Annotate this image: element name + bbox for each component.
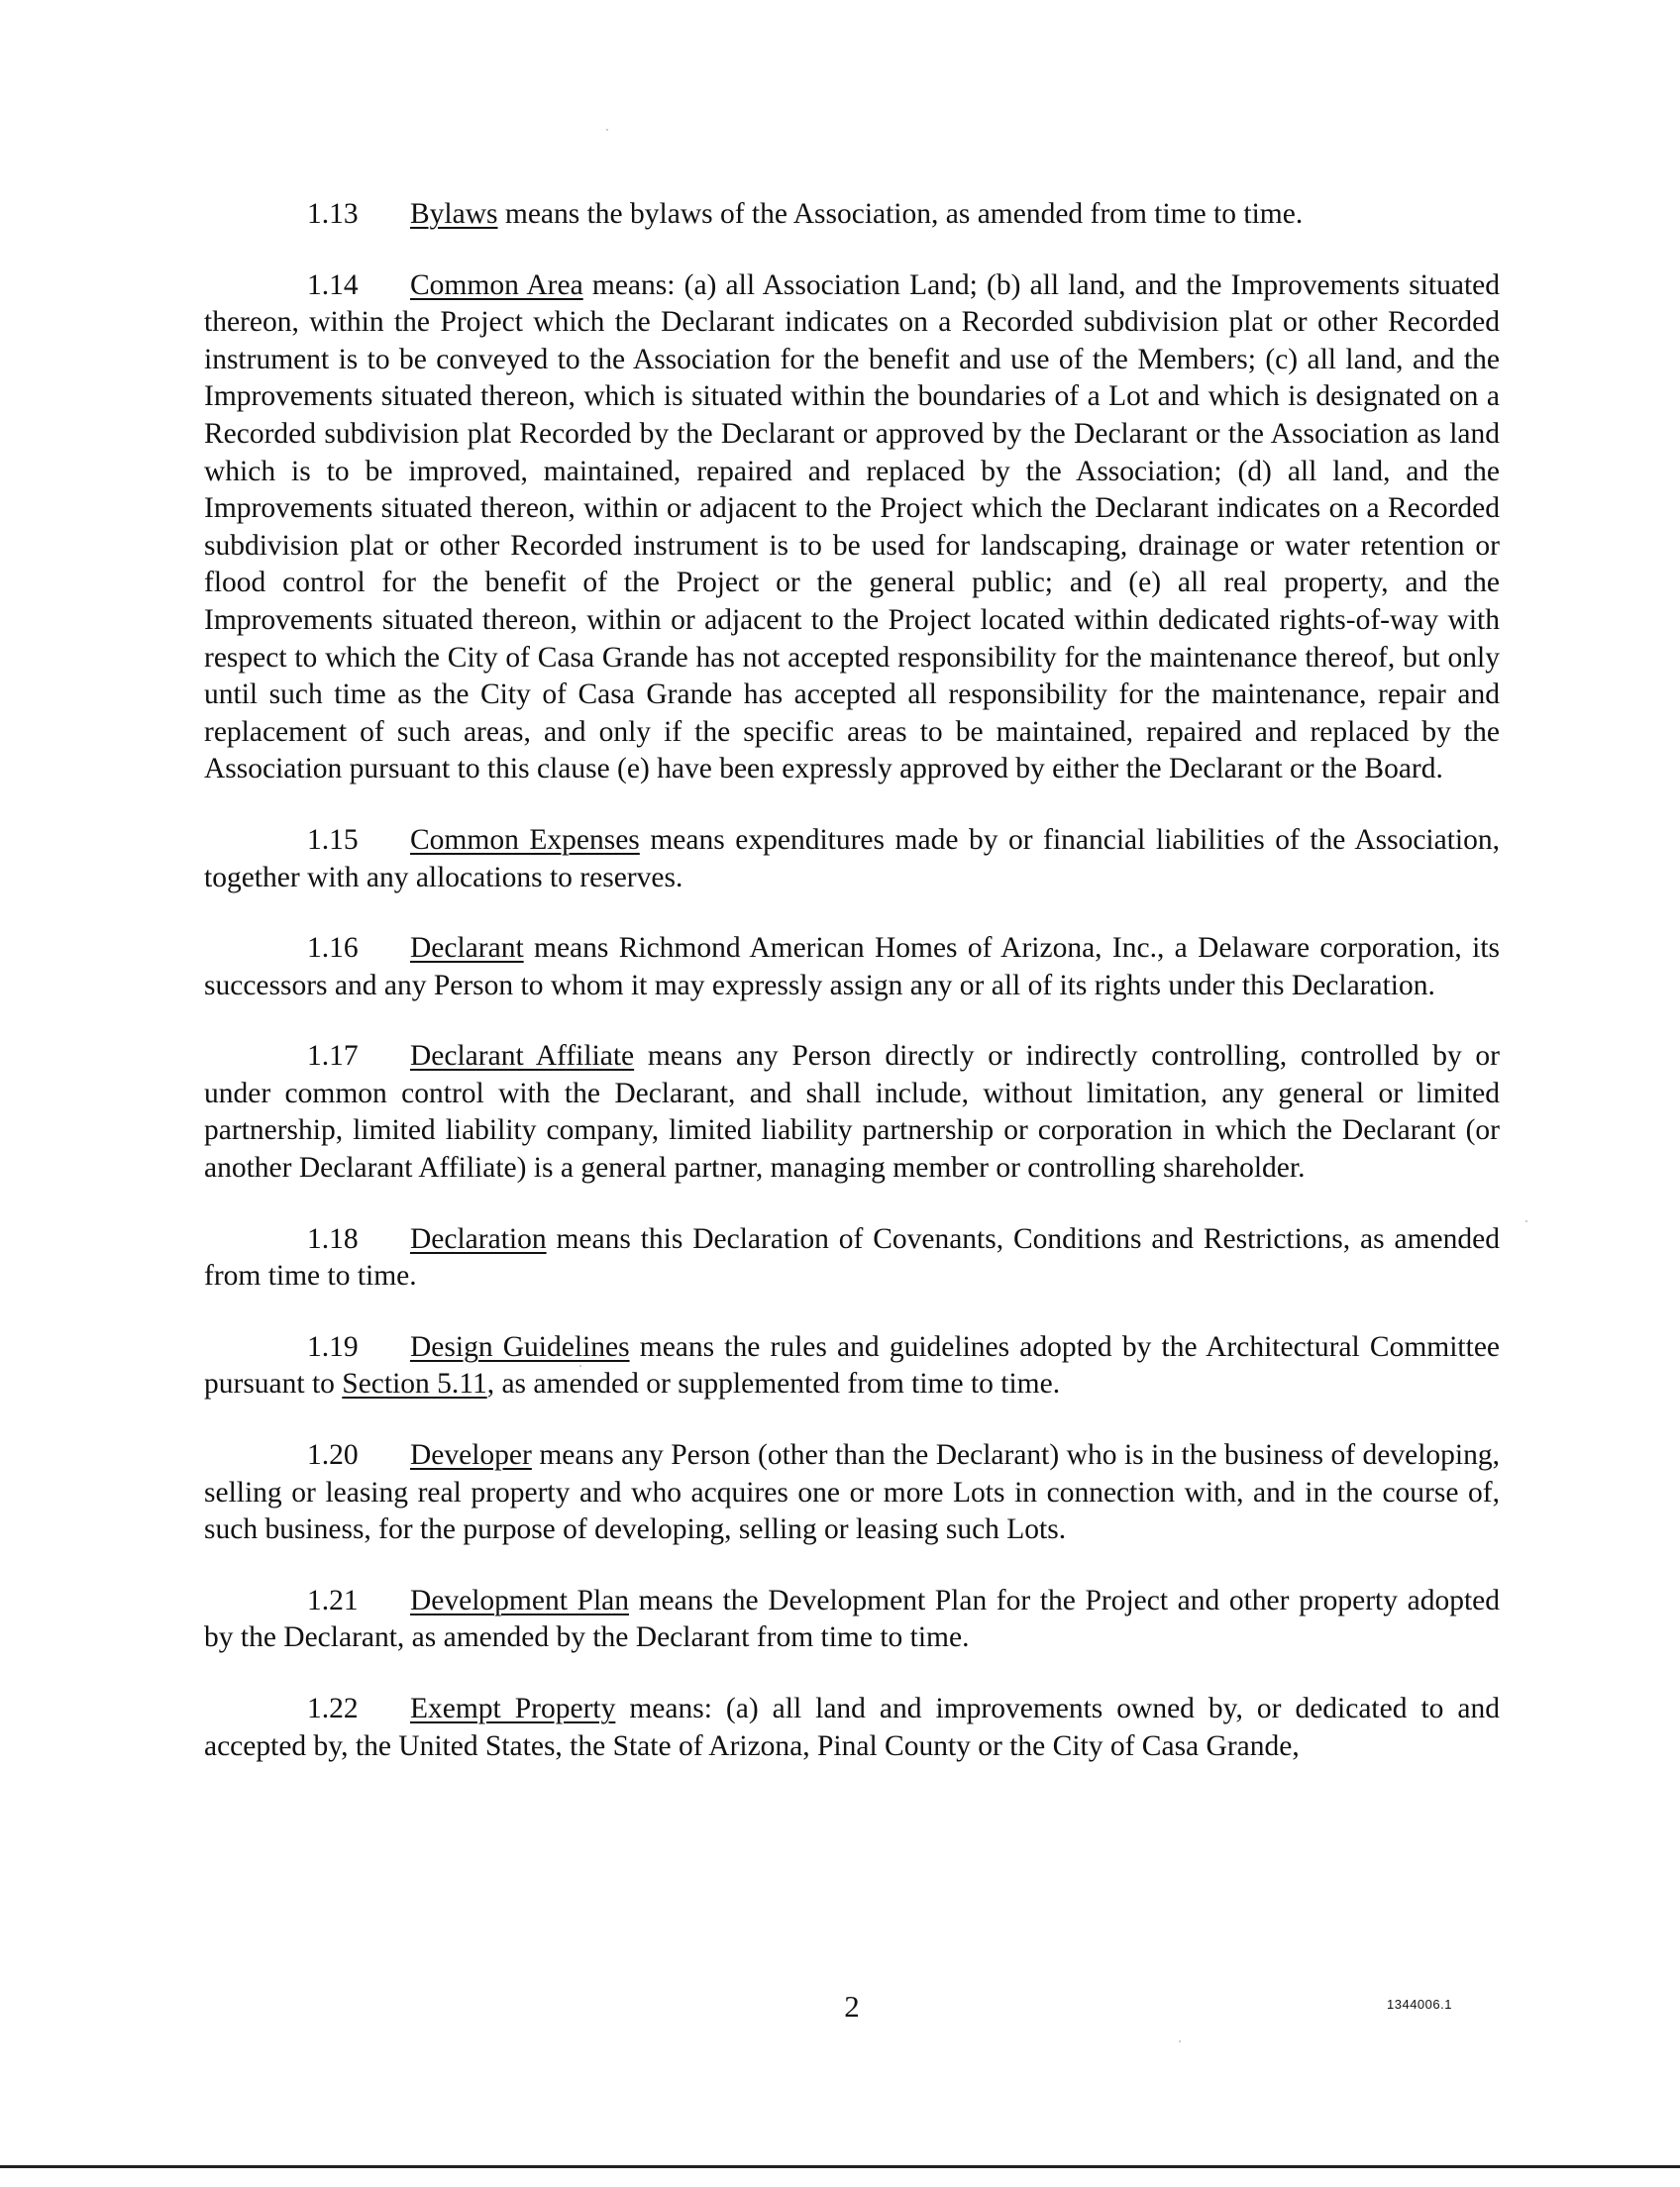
definition-text: means expenditures made by or financial liabilities of the Association, together with any allocations to reserves. bbox=[204, 823, 1500, 893]
definition-text-after: , as amended or supplemented from time to time. bbox=[486, 1368, 1061, 1401]
definition-text: means any Person (other than the Declarant) who is in the business of developing, selling or leasing real property and who acquires one or more Lots in connection with, and in the course of, such business, for the purpose of developing, selling or leasing such Lots. bbox=[204, 1439, 1500, 1546]
section-number: 1.19 bbox=[307, 1330, 359, 1363]
definition-1-13 bbox=[204, 196, 1500, 234]
section-number: 1.17 bbox=[307, 1040, 359, 1073]
definition-1-20 bbox=[204, 1437, 1500, 1549]
defined-term: Common Area bbox=[410, 268, 583, 301]
section-number: 1.22 bbox=[307, 1693, 359, 1724]
definition-text: means the bylaws of the Association, as amended from time to time. bbox=[497, 198, 1304, 230]
section-number: 1.21 bbox=[307, 1584, 359, 1616]
document-id: 1344006.1 bbox=[1387, 1997, 1452, 2012]
definition-1-17 bbox=[204, 1038, 1500, 1187]
definition-text: means Richmond American Homes of Arizona, Inc., a Delaware corporation, its successors and any Person to whom it may expressly assign any or all of its rights under this Declaration. bbox=[204, 932, 1500, 1001]
section-number: 1.14 bbox=[307, 268, 359, 301]
definitions-section bbox=[204, 196, 1500, 1799]
section-number: 1.15 bbox=[307, 823, 359, 856]
defined-term: Development Plan bbox=[410, 1584, 629, 1616]
scan-edge-line bbox=[0, 2165, 1680, 2168]
definition-1-22 bbox=[204, 1691, 1500, 1765]
defined-term: Common Expenses bbox=[410, 823, 640, 856]
definition-1-14 bbox=[204, 267, 1500, 788]
page-number: 2 bbox=[844, 1989, 860, 2024]
defined-term: Declarant bbox=[410, 932, 524, 965]
defined-term: Declarant Affiliate bbox=[410, 1040, 635, 1073]
defined-term: Developer bbox=[410, 1439, 532, 1472]
scan-speck bbox=[1179, 2040, 1181, 2042]
section-number: 1.18 bbox=[307, 1222, 359, 1255]
defined-term: Design Guidelines bbox=[410, 1330, 630, 1363]
section-number: 1.13 bbox=[307, 198, 359, 230]
definition-1-15 bbox=[204, 822, 1500, 896]
defined-term: Exempt Property bbox=[410, 1693, 616, 1724]
scan-speck bbox=[579, 1365, 581, 1367]
definition-text: means: (a) all Association Land; (b) all land, and the Improvements situated thereon, within the Project which the Declarant indicates on a Recorded subdivision plat or other Recorded instrument is to be conveyed to the Association for the benefit and use of the Members; (c) all land, and the Improvements situated thereon, which is situated within the boundaries of a Lot and which is designated on a Recorded subdivision plat Recorded by the Declarant or approved by the Declarant or the Association as land which is to be improved, maintained, repaired and replaced by the Association; (d) all land, and the Improvements situated thereon, within or adjacent to the Project which the Declarant indicates on a Recorded subdivision plat or other Recorded instrument is to be used for landscaping, drainage or water retention or flood control for the benefit of the Project or the general public; and (e) all real property, and the Improvements situated thereon, within or adjacent to the Project located within dedicated rights-of-way with respect to which the City of Casa Grande has not accepted responsibility for the maintenance thereof, but only until such time as the City of Casa Grande has accepted all responsibility for the maintenance, repair and replacement of such areas, and only if the specific areas to be maintained, repaired and replaced by the Association pursuant to this clause (e) have been expressly approved by either the Declarant or the Board. bbox=[204, 268, 1500, 785]
scan-speck bbox=[1525, 1220, 1527, 1222]
scan-speck bbox=[606, 129, 608, 131]
section-reference: Section 5.11 bbox=[342, 1368, 487, 1401]
definition-1-19 bbox=[204, 1329, 1500, 1404]
definition-1-21 bbox=[204, 1583, 1500, 1657]
section-number: 1.20 bbox=[307, 1439, 359, 1472]
definition-1-18 bbox=[204, 1221, 1500, 1296]
definition-text: means: (a) all land and improvements owned by, or dedicated to and accepted by, the United States, the State of Arizona, Pinal County or the City of Casa Grande, bbox=[204, 1693, 1500, 1762]
definition-text: means the Development Plan for the Project and other property adopted by the Declarant, as amended by the Declarant from time to time. bbox=[204, 1584, 1500, 1654]
definition-1-16 bbox=[204, 930, 1500, 1004]
definition-text: means the rules and guidelines adopted by the Architectural Committee pursuant to bbox=[204, 1330, 1501, 1401]
definition-text: means this Declaration of Covenants, Conditions and Restrictions, as amended from time to time. bbox=[204, 1222, 1500, 1293]
defined-term: Declaration bbox=[410, 1222, 547, 1255]
definition-text: means any Person directly or indirectly controlling, controlled by or under common control with the Declarant, and shall include, without limitation, any general or limited partnership, limited liability company, limited liability partnership or corporation in which the Declarant (or another Declarant Affiliate) is a general partner, managing member or controlling shareholder. bbox=[204, 1040, 1501, 1185]
defined-term: Bylaws bbox=[410, 198, 498, 230]
section-number: 1.16 bbox=[307, 932, 359, 965]
